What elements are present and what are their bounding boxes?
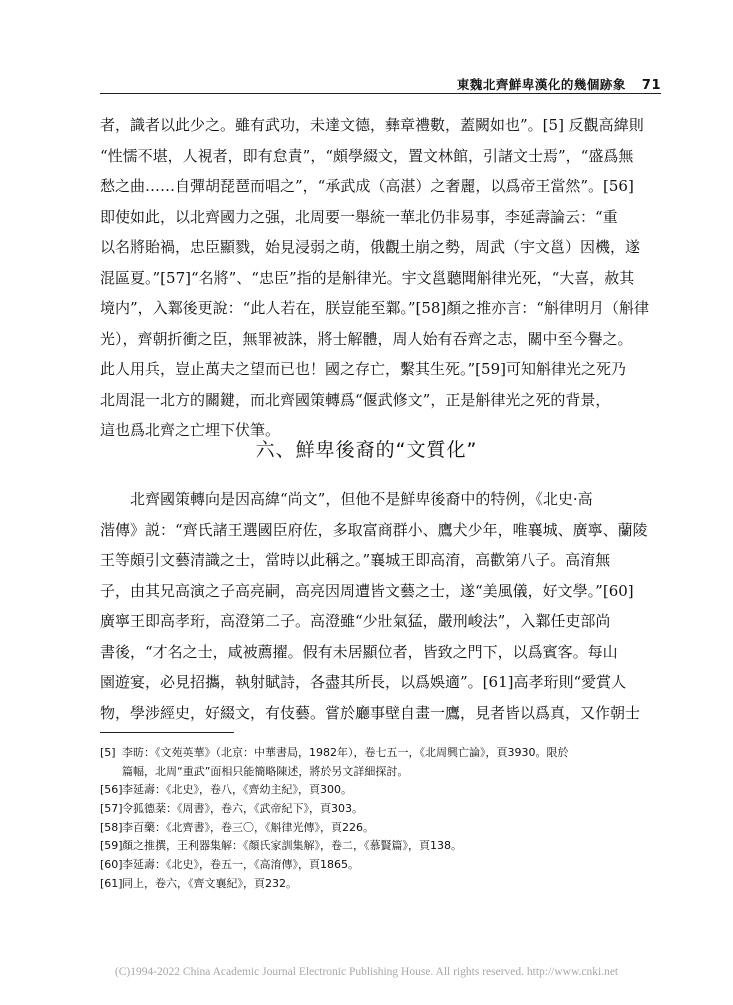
footnote — [100, 837, 663, 856]
text-line: 此人用兵，豈止萬夫之望而已也！國之存亡，繫其生死。”[59]可知斛律光之死乃 — [100, 360, 626, 378]
paragraph-2 — [100, 484, 663, 728]
header-rule — [100, 93, 661, 94]
footnote-number: [61] — [100, 876, 123, 890]
footnote-number: [59] — [100, 839, 123, 853]
text-line: 境内”，入鄴後更說：“此人若在，朕豈能至鄴。”[58]顏之推亦言：“斛律明月（斛律 — [100, 299, 649, 317]
text-line: 光），齊朝折衝之臣，無罪被誅，將士解體，周人始有吞齊之志，關中至今譽之。 — [100, 329, 633, 348]
footnote — [100, 744, 663, 763]
text-line: 混區夏。”[57]“名將”、“忠臣”指的是斛律光。宇文邕聽聞斛律光死，“大喜，赦其 — [100, 268, 635, 287]
footnote-number: [56] — [100, 783, 123, 797]
paragraph-1 — [100, 110, 663, 446]
footnote-text: 李延壽：《北史》，卷五一，《高淯傳》，頁1865。 — [122, 858, 359, 872]
footnote-number: [58] — [100, 820, 123, 834]
text-line: 以名將貽禍，忠臣顯戮，始見浸弱之萌，俄觀土崩之勢，周武（宇文邕）因機，遂 — [100, 238, 641, 256]
footnote — [100, 800, 663, 819]
footnote — [100, 781, 663, 800]
footnote-number: [57] — [100, 802, 123, 816]
footnote-text: 同上，卷六，《齊文襄紀》，頁232。 — [122, 876, 297, 890]
text-line: 者，識者以此少之。雖有武功，未達文德，彝章禮數，蓋闕如也”。[5] 反觀高緯則 — [100, 116, 644, 134]
text-line: 北齊國策轉向是因高緯“尚文”，但他不是鮮卑後裔中的特例，《北史·高 — [100, 490, 593, 508]
text-line: 廣寧王即高孝珩，高澄第二子。高澄雖“少壯氣猛，嚴刑峻法”，入鄴任吏部尚 — [100, 612, 611, 630]
running-title: 東魏北齊鮮卑漢化的幾個跡象 — [456, 77, 626, 92]
text-line: 北周混一北方的關鍵，而北齊國策轉爲“偃武修文”，正是斛律光之死的背景， — [100, 390, 611, 409]
text-line: 子，由其兄高演之子高亮嗣，高亮因周遭皆文藝之士，遂“美風儀，好文學。”[60] — [100, 581, 634, 600]
footnote-text: 篇幅，北周“重武”面相只能簡略陳述，將於另文詳細探討。 — [122, 764, 409, 778]
footnote-text: 令狐德棻：《周書》，卷六，《武帝紀下》，頁303。 — [122, 802, 363, 816]
text-line: “性懦不堪，人視者，即有怠責”，“頗學綴文，置文林館，引諸文士焉”，“盛爲無 — [100, 146, 634, 165]
footnotes — [100, 744, 663, 894]
text-line: 書後，“才名之士，咸被薦擢。假有未居顯位者，皆致之門下，以爲賓客。每山 — [100, 642, 618, 661]
footnote — [100, 856, 663, 875]
page-number: 71 — [641, 78, 661, 93]
text-line: 湝傳》説：“齊氏諸王選國臣府佐，多取富商群小、鷹犬少年，唯襄城、廣寧、蘭陵 — [100, 520, 648, 539]
footnote-continuation — [100, 763, 663, 782]
text-line: 王等頗引文藝清識之士，當時以此稱之。”襄城王即高淯，高歡第八子。高淯無 — [100, 551, 611, 569]
footnote-text: 李延壽：《北史》，卷八，《齊幼主紀》，頁300。 — [122, 783, 352, 797]
section-heading: 六、鮮卑後裔的“文質化” — [255, 439, 478, 461]
text-line: 這也爲北齊之亡埋下伏筆。 — [100, 421, 281, 439]
text-line: 物，學涉經史，好綴文，有伎藝。嘗於廳事壁自畫一鷹，見者皆以爲真，又作朝士 — [100, 703, 641, 722]
footnote-text: 顏之推撰，王利器集解：《顏氏家訓集解》，卷二，《慕賢篇》，頁138。 — [122, 839, 462, 853]
footnote-number: [5] — [100, 746, 116, 759]
running-header — [457, 75, 661, 93]
text-line: 愁之曲……自彈胡琵琶而唱之”，“承武成（高湛）之奢麗，以爲帝王當然”。[56] — [100, 177, 634, 195]
footnote — [100, 819, 663, 838]
copyright-watermark: (C)1994-2022 China Academic Journal Electronic Publishing House. All rights reserved. http://www.cnki.net — [114, 966, 619, 978]
footnote-text: 李昉：《文苑英華》（北京：中華書局，1982年），卷七五一，《北周興亡論》，頁3930。限於 — [122, 746, 569, 759]
footnote-number: [60] — [100, 858, 123, 872]
footnote — [100, 875, 663, 894]
footnote-divider — [100, 732, 234, 733]
text-line: 即使如此，以北齊國力之强，北周要一舉統一華北仍非易事，李延壽論云：“重 — [100, 207, 618, 226]
footnote-text: 李百藥：《北齊書》，卷三〇，《斛律光傳》，頁226。 — [122, 820, 374, 834]
text-line: 園遊宴，必見招攜，執射賦詩，各盡其所長，以爲娛適”。[61]高孝珩則“愛賞人 — [100, 673, 627, 691]
